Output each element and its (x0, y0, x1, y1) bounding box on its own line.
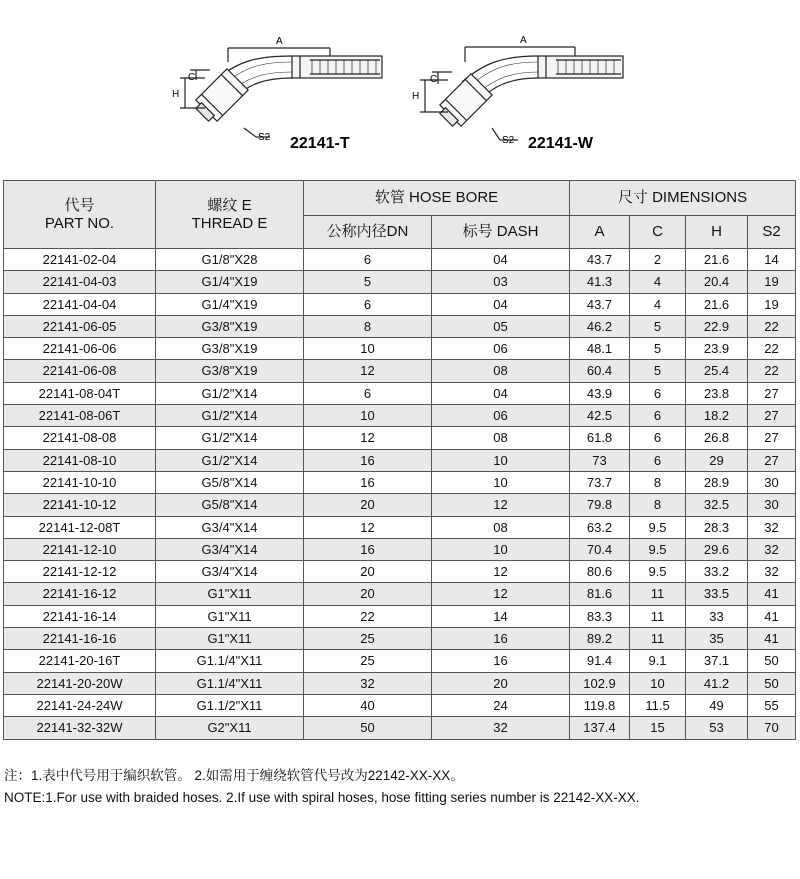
table-cell: 6 (304, 382, 432, 404)
table-cell: 12 (304, 516, 432, 538)
note-english: NOTE:1.For use with braided hoses. 2.If use with spiral hoses, hose fitting series number is 22142-XX-XX. (4, 790, 640, 805)
table-cell: 22141-06-05 (4, 315, 156, 337)
table-cell: 22141-02-04 (4, 249, 156, 271)
table-cell: 30 (748, 471, 796, 493)
table-cell: 27 (748, 382, 796, 404)
table-cell: 30 (748, 494, 796, 516)
table-cell: 81.6 (570, 583, 630, 605)
table-cell: 41 (748, 583, 796, 605)
table-cell: 16 (304, 449, 432, 471)
table-cell: 6 (630, 427, 686, 449)
table-cell: 80.6 (570, 561, 630, 583)
table-cell: 5 (630, 360, 686, 382)
spec-table-body (4, 249, 796, 740)
table-cell: 29.6 (686, 538, 748, 560)
table-row (4, 315, 796, 337)
table-cell: 8 (304, 315, 432, 337)
table-cell: 23.9 (686, 338, 748, 360)
drawings-area (0, 0, 800, 175)
table-row (4, 672, 796, 694)
table-cell: 22141-12-10 (4, 538, 156, 560)
table-cell: 6 (304, 249, 432, 271)
col-a: A (570, 216, 630, 249)
table-row (4, 449, 796, 471)
table-cell: 22.9 (686, 315, 748, 337)
table-cell: 22141-08-10 (4, 449, 156, 471)
table-cell: 41.2 (686, 672, 748, 694)
table-cell: 53 (686, 717, 748, 739)
table-cell: 25.4 (686, 360, 748, 382)
table-cell: 91.4 (570, 650, 630, 672)
table-cell: G5/8"X14 (156, 494, 304, 516)
table-cell: 22141-24-24W (4, 694, 156, 716)
table-cell: G3/8"X19 (156, 338, 304, 360)
table-cell: 8 (630, 471, 686, 493)
table-cell: 12 (432, 583, 570, 605)
table-row (4, 249, 796, 271)
table-cell: 2 (630, 249, 686, 271)
table-cell: 08 (432, 360, 570, 382)
table-row (4, 650, 796, 672)
table-cell: 4 (630, 293, 686, 315)
table-cell: 6 (304, 293, 432, 315)
table-row (4, 293, 796, 315)
table-cell: 70.4 (570, 538, 630, 560)
col-dash: 标号 DASH (432, 216, 570, 249)
col-thread: 螺纹 E THREAD E (156, 181, 304, 249)
table-cell: 10 (304, 338, 432, 360)
table-cell: 6 (630, 449, 686, 471)
table-cell: 22 (304, 605, 432, 627)
table-cell: 50 (748, 650, 796, 672)
table-cell: 61.8 (570, 427, 630, 449)
table-cell: 6 (630, 382, 686, 404)
table-cell: 55 (748, 694, 796, 716)
table-cell: 119.8 (570, 694, 630, 716)
table-cell: 22141-16-12 (4, 583, 156, 605)
table-cell: 32 (748, 516, 796, 538)
table-cell: 16 (304, 471, 432, 493)
table-cell: G3/8"X19 (156, 315, 304, 337)
table-cell: 23.8 (686, 382, 748, 404)
table-cell: 22141-08-08 (4, 427, 156, 449)
table-cell: 9.1 (630, 650, 686, 672)
table-cell: 32 (432, 717, 570, 739)
table-cell: 5 (304, 271, 432, 293)
table-cell: G1"X11 (156, 583, 304, 605)
table-row (4, 694, 796, 716)
table-cell: 06 (432, 405, 570, 427)
table-cell: 27 (748, 427, 796, 449)
table-cell: 27 (748, 405, 796, 427)
fitting-drawing-w (400, 0, 800, 175)
table-cell: 41 (748, 628, 796, 650)
table-cell: 32 (304, 672, 432, 694)
spec-table (3, 180, 796, 740)
table-cell: G1.1/4"X11 (156, 672, 304, 694)
table-cell: 21.6 (686, 293, 748, 315)
notes (4, 765, 640, 809)
note-chinese: 注：1.表中代号用于编织软管。 2.如需用于缠绕软管代号改为22142-XX-XX。 (4, 768, 464, 783)
dim-c-label: C (430, 74, 438, 85)
table-cell: 32 (748, 561, 796, 583)
dim-h-label: H (412, 91, 420, 102)
table-cell: 9.5 (630, 516, 686, 538)
table-cell: 12 (432, 561, 570, 583)
table-cell: 25 (304, 650, 432, 672)
table-cell: 22141-10-12 (4, 494, 156, 516)
table-row (4, 717, 796, 739)
table-row (4, 271, 796, 293)
table-cell: 03 (432, 271, 570, 293)
table-cell: 10 (432, 471, 570, 493)
dim-a-label: A (276, 36, 283, 47)
table-cell: G1/4"X19 (156, 293, 304, 315)
figure-label: 22141-T (290, 135, 350, 152)
table-cell: 22141-04-03 (4, 271, 156, 293)
table-cell: 16 (432, 628, 570, 650)
table-cell: 16 (432, 650, 570, 672)
table-cell: 37.1 (686, 650, 748, 672)
table-cell: 32 (748, 538, 796, 560)
table-cell: G5/8"X14 (156, 471, 304, 493)
dim-s2-label: S2 (258, 132, 271, 143)
table-cell: 22141-06-06 (4, 338, 156, 360)
table-cell: 19 (748, 293, 796, 315)
table-row (4, 338, 796, 360)
table-cell: 22141-32-32W (4, 717, 156, 739)
table-cell: 21.6 (686, 249, 748, 271)
table-cell: 12 (304, 427, 432, 449)
table-cell: 43.9 (570, 382, 630, 404)
table-cell: 29 (686, 449, 748, 471)
col-s2: S2 (748, 216, 796, 249)
table-cell: G1/2"X14 (156, 382, 304, 404)
table-row (4, 360, 796, 382)
table-cell: 08 (432, 516, 570, 538)
table-cell: 22141-12-08T (4, 516, 156, 538)
table-cell: 14 (748, 249, 796, 271)
table-cell: 04 (432, 293, 570, 315)
table-cell: 22141-12-12 (4, 561, 156, 583)
table-cell: 22141-20-20W (4, 672, 156, 694)
fitting-drawing-t (0, 0, 400, 175)
table-cell: 6 (630, 405, 686, 427)
table-cell: G1.1/2"X11 (156, 694, 304, 716)
figure-label: 22141-W (528, 135, 593, 152)
table-cell: 41.3 (570, 271, 630, 293)
table-row (4, 471, 796, 493)
table-cell: 73.7 (570, 471, 630, 493)
table-cell: 12 (304, 360, 432, 382)
table-cell: 83.3 (570, 605, 630, 627)
table-cell: 63.2 (570, 516, 630, 538)
table-cell: 89.2 (570, 628, 630, 650)
table-cell: G1"X11 (156, 628, 304, 650)
table-cell: 41 (748, 605, 796, 627)
table-cell: 22 (748, 338, 796, 360)
table-cell: 8 (630, 494, 686, 516)
table-cell: 27 (748, 449, 796, 471)
table-cell: 50 (304, 717, 432, 739)
table-cell: G3/4"X14 (156, 516, 304, 538)
table-row (4, 583, 796, 605)
table-cell: 22141-16-16 (4, 628, 156, 650)
table-cell: 22141-08-06T (4, 405, 156, 427)
table-cell: 5 (630, 315, 686, 337)
table-cell: 10 (432, 449, 570, 471)
table-cell: 10 (304, 405, 432, 427)
table-cell: 22141-04-04 (4, 293, 156, 315)
table-cell: 06 (432, 338, 570, 360)
table-row (4, 494, 796, 516)
table-row (4, 538, 796, 560)
col-h: H (686, 216, 748, 249)
table-cell: 35 (686, 628, 748, 650)
col-hose-bore: 软管 HOSE BORE (304, 181, 570, 216)
table-row (4, 561, 796, 583)
table-cell: 11.5 (630, 694, 686, 716)
table-cell: 22141-16-14 (4, 605, 156, 627)
table-cell: 22141-08-04T (4, 382, 156, 404)
table-cell: 9.5 (630, 538, 686, 560)
table-cell: 19 (748, 271, 796, 293)
table-cell: 14 (432, 605, 570, 627)
table-cell: 12 (432, 494, 570, 516)
table-cell: G1/2"X14 (156, 449, 304, 471)
table-cell: 50 (748, 672, 796, 694)
table-cell: 04 (432, 382, 570, 404)
table-cell: 11 (630, 628, 686, 650)
table-cell: 22 (748, 360, 796, 382)
table-cell: 22141-06-08 (4, 360, 156, 382)
table-cell: 22141-10-10 (4, 471, 156, 493)
table-cell: G3/4"X14 (156, 561, 304, 583)
table-cell: 73 (570, 449, 630, 471)
table-cell: 22141-20-16T (4, 650, 156, 672)
col-dimensions: 尺寸 DIMENSIONS (570, 181, 796, 216)
dim-c-label: C (188, 72, 196, 83)
table-cell: 10 (630, 672, 686, 694)
table-cell: 26.8 (686, 427, 748, 449)
table-row (4, 405, 796, 427)
dim-h-label: H (172, 89, 180, 100)
table-cell: G1/2"X14 (156, 427, 304, 449)
col-dn: 公称内径DN (304, 216, 432, 249)
table-cell: 05 (432, 315, 570, 337)
table-row (4, 427, 796, 449)
table-cell: 20 (304, 583, 432, 605)
table-cell: 11 (630, 605, 686, 627)
table-cell: 40 (304, 694, 432, 716)
table-cell: G3/8"X19 (156, 360, 304, 382)
table-cell: 43.7 (570, 249, 630, 271)
table-cell: 18.2 (686, 405, 748, 427)
table-cell: 102.9 (570, 672, 630, 694)
table-cell: 22 (748, 315, 796, 337)
table-cell: 08 (432, 427, 570, 449)
table-cell: 33 (686, 605, 748, 627)
table-cell: 42.5 (570, 405, 630, 427)
table-cell: 33.2 (686, 561, 748, 583)
table-cell: 137.4 (570, 717, 630, 739)
table-cell: 9.5 (630, 561, 686, 583)
table-cell: 25 (304, 628, 432, 650)
table-cell: 20 (432, 672, 570, 694)
table-cell: 60.4 (570, 360, 630, 382)
table-row (4, 605, 796, 627)
table-cell: G1"X11 (156, 605, 304, 627)
table-cell: 46.2 (570, 315, 630, 337)
table-row (4, 382, 796, 404)
table-cell: G1/8"X28 (156, 249, 304, 271)
table-cell: 24 (432, 694, 570, 716)
table-cell: G1/4"X19 (156, 271, 304, 293)
table-cell: G1.1/4"X11 (156, 650, 304, 672)
table-row (4, 628, 796, 650)
table-cell: 43.7 (570, 293, 630, 315)
table-cell: 4 (630, 271, 686, 293)
table-cell: 15 (630, 717, 686, 739)
table-cell: 20.4 (686, 271, 748, 293)
table-cell: 20 (304, 494, 432, 516)
table-cell: 5 (630, 338, 686, 360)
table-row (4, 516, 796, 538)
table-cell: 16 (304, 538, 432, 560)
table-cell: 32.5 (686, 494, 748, 516)
table-cell: 28.3 (686, 516, 748, 538)
col-c: C (630, 216, 686, 249)
table-cell: 28.9 (686, 471, 748, 493)
dim-s2-label: S2 (502, 135, 515, 146)
table-cell: 11 (630, 583, 686, 605)
table-cell: G2"X11 (156, 717, 304, 739)
table-cell: G3/4"X14 (156, 538, 304, 560)
table-cell: 20 (304, 561, 432, 583)
dim-a-label: A (520, 35, 527, 46)
table-cell: 04 (432, 249, 570, 271)
table-cell: 70 (748, 717, 796, 739)
table-cell: 48.1 (570, 338, 630, 360)
table-cell: 49 (686, 694, 748, 716)
table-cell: 10 (432, 538, 570, 560)
col-part-no: 代号 PART NO. (4, 181, 156, 249)
table-cell: G1/2"X14 (156, 405, 304, 427)
table-cell: 79.8 (570, 494, 630, 516)
table-cell: 33.5 (686, 583, 748, 605)
